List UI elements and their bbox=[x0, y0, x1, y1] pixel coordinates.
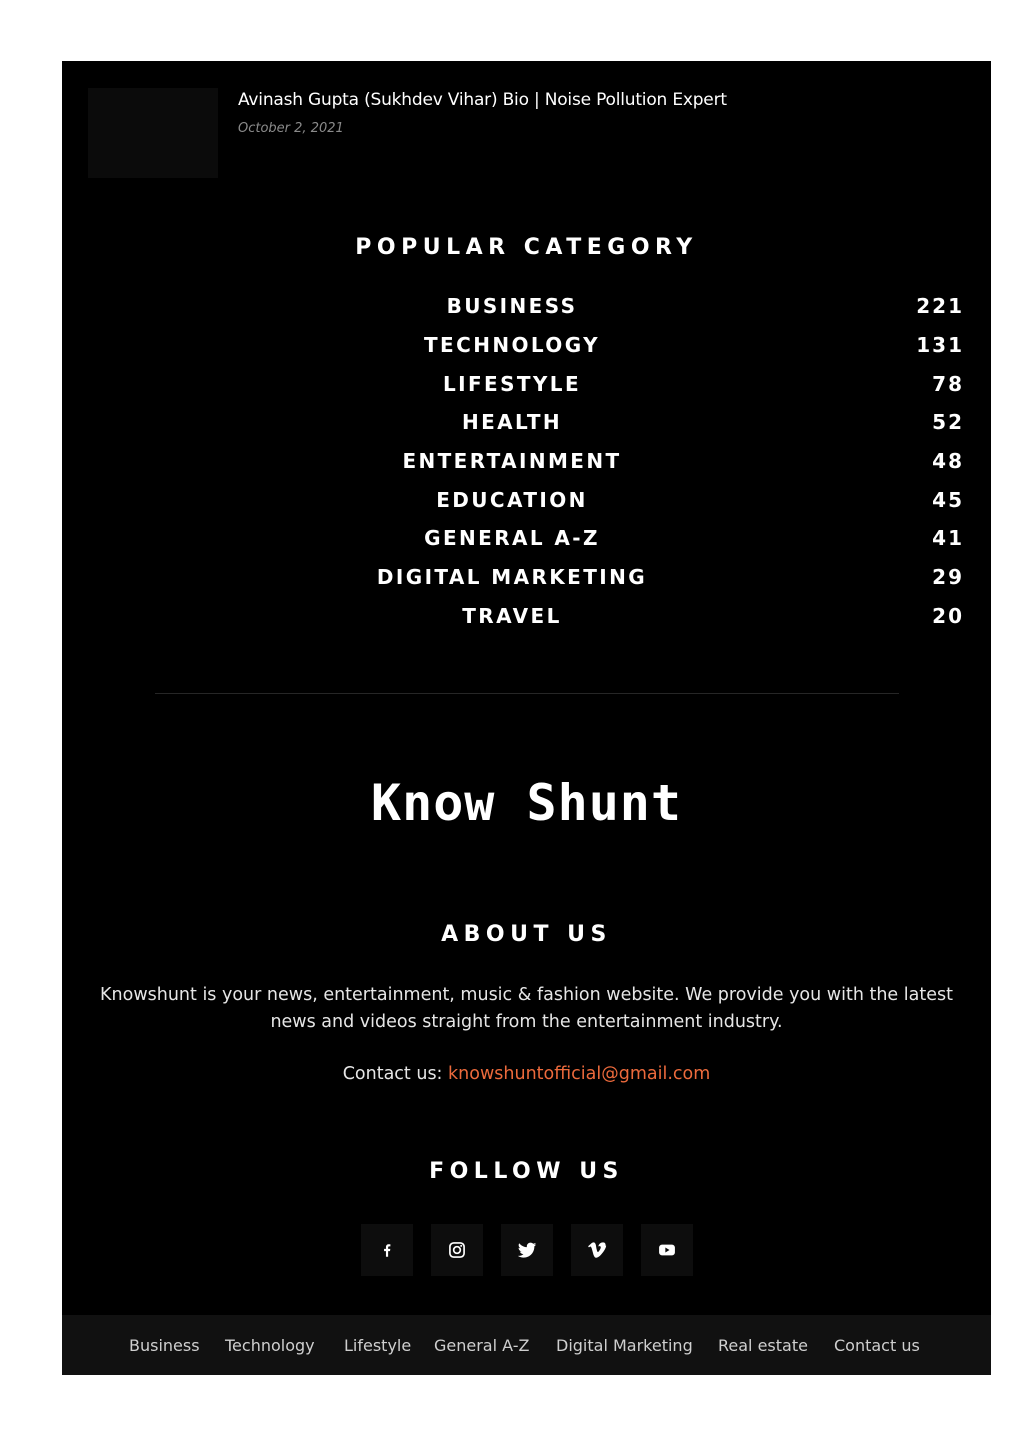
category-count: 221 bbox=[916, 294, 964, 318]
youtube-icon bbox=[657, 1240, 677, 1260]
site-footer bbox=[62, 61, 991, 1375]
bottom-nav-real-estate[interactable]: Real estate bbox=[718, 1336, 808, 1355]
category-count: 78 bbox=[932, 372, 964, 396]
contact-line bbox=[62, 1064, 991, 1084]
category-count: 20 bbox=[932, 604, 964, 628]
vimeo-button[interactable] bbox=[571, 1224, 623, 1276]
category-name[interactable]: TECHNOLOGY bbox=[424, 333, 600, 357]
category-count: 48 bbox=[932, 449, 964, 473]
recent-post[interactable] bbox=[88, 88, 968, 178]
category-name[interactable]: BUSINESS bbox=[446, 294, 578, 318]
twitter-icon bbox=[516, 1239, 538, 1261]
category-name[interactable]: DIGITAL MARKETING bbox=[376, 565, 648, 589]
vimeo-icon bbox=[586, 1239, 608, 1261]
social-icons bbox=[361, 1224, 701, 1276]
category-count: 45 bbox=[932, 488, 964, 512]
category-item-general-a-z[interactable] bbox=[62, 526, 991, 564]
follow-us-heading: FOLLOW US bbox=[429, 1159, 624, 1184]
category-name[interactable]: ENTERTAINMENT bbox=[402, 449, 622, 473]
bottom-nav bbox=[62, 1315, 991, 1375]
category-item-health[interactable] bbox=[62, 410, 991, 448]
category-item-digital-marketing[interactable] bbox=[62, 565, 991, 603]
contact-email-link[interactable]: knowshuntofficial@gmail.com bbox=[448, 1064, 711, 1084]
bottom-nav-digital-marketing[interactable]: Digital Marketing bbox=[556, 1336, 693, 1355]
bottom-nav-general-a-z[interactable]: General A-Z bbox=[434, 1336, 530, 1355]
category-item-lifestyle[interactable] bbox=[62, 372, 991, 410]
category-name[interactable]: LIFESTYLE bbox=[442, 372, 582, 396]
category-name[interactable]: HEALTH bbox=[461, 410, 563, 434]
site-logo[interactable]: Know Shunt bbox=[370, 774, 683, 832]
category-count: 29 bbox=[932, 565, 964, 589]
facebook-icon bbox=[378, 1241, 396, 1259]
popular-category-heading: POPULAR CATEGORY bbox=[355, 235, 698, 260]
category-count: 41 bbox=[932, 526, 964, 550]
instagram-icon bbox=[447, 1240, 467, 1260]
category-item-education[interactable] bbox=[62, 488, 991, 526]
bottom-nav-contact-us[interactable]: Contact us bbox=[834, 1336, 920, 1355]
bottom-nav-lifestyle[interactable]: Lifestyle bbox=[344, 1336, 412, 1355]
post-title[interactable]: Avinash Gupta (Sukhdev Vihar) Bio | Noise Pollution Expert bbox=[238, 90, 727, 110]
category-count: 52 bbox=[932, 410, 964, 434]
about-us-text: Knowshunt is your news, entertainment, music & fashion website. We provide you with the latest news and videos straight from the entertainment industry. bbox=[100, 985, 953, 1032]
post-date: October 2, 2021 bbox=[238, 121, 344, 136]
youtube-button[interactable] bbox=[641, 1224, 693, 1276]
divider bbox=[155, 693, 899, 694]
contact-label: Contact us: bbox=[342, 1064, 449, 1084]
bottom-nav-business[interactable]: Business bbox=[129, 1336, 200, 1355]
category-name[interactable]: EDUCATION bbox=[436, 488, 588, 512]
category-item-entertainment[interactable] bbox=[62, 449, 991, 487]
category-item-business[interactable] bbox=[62, 294, 991, 332]
category-item-travel[interactable] bbox=[62, 604, 991, 642]
twitter-button[interactable] bbox=[501, 1224, 553, 1276]
bottom-nav-technology[interactable]: Technology bbox=[225, 1336, 315, 1355]
facebook-button[interactable] bbox=[361, 1224, 413, 1276]
about-us-heading: ABOUT US bbox=[441, 922, 612, 947]
category-count: 131 bbox=[916, 333, 964, 357]
category-item-technology[interactable] bbox=[62, 333, 991, 371]
post-thumbnail[interactable] bbox=[88, 88, 218, 178]
category-name[interactable]: GENERAL A-Z bbox=[424, 526, 600, 550]
instagram-button[interactable] bbox=[431, 1224, 483, 1276]
category-name[interactable]: TRAVEL bbox=[462, 604, 562, 628]
